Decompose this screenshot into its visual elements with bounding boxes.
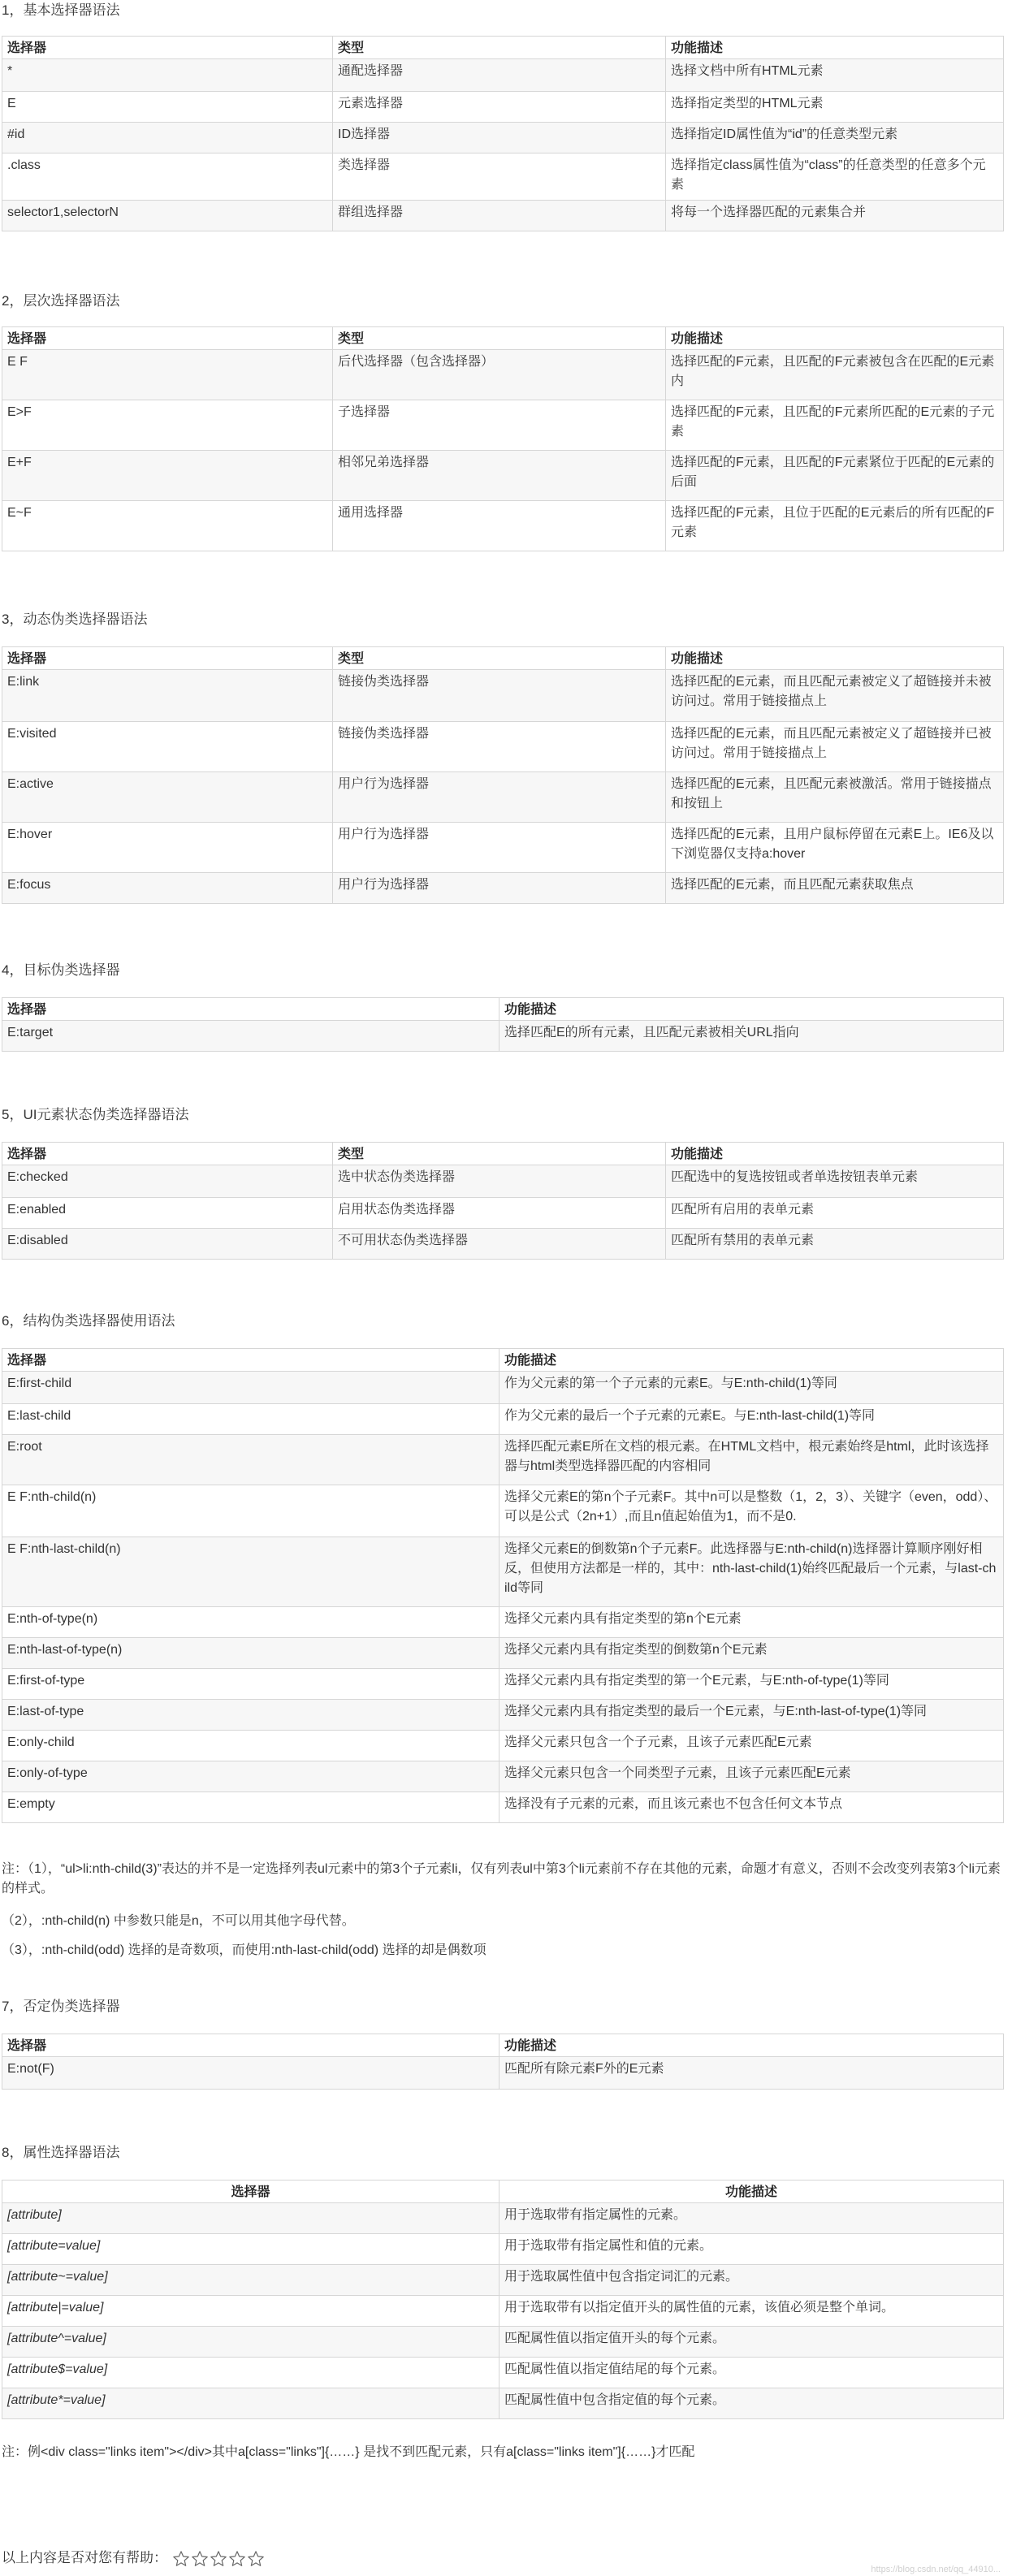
cell-type: 子选择器 bbox=[333, 400, 666, 451]
table-row bbox=[2, 1229, 1004, 1260]
cell-description: 选择父元素内具有指定类型的倒数第n个E元素 bbox=[500, 1638, 1004, 1669]
cell-selector: [attribute|=value] bbox=[2, 2296, 500, 2327]
note-nth-child-1: 注：（1），“ul>li:nth-child(3)”表达的并不是一定选择列表ul元素中的第3个子元素li，仅有列表ul中第3个li元素前不存在其他的元素，命题才有意义，否则不会改变列表第3个li元素的样式。 bbox=[2, 1862, 1001, 1895]
table-target-pseudo-selector bbox=[2, 997, 1004, 1052]
cell-type: 用户行为选择器 bbox=[333, 823, 666, 873]
table-row bbox=[2, 1198, 1004, 1229]
cell-description: 选择匹配的F元素，且匹配的F元素紧位于匹配的E元素的后面 bbox=[666, 451, 1004, 501]
column-header: 选择器 bbox=[2, 647, 333, 670]
cell-selector: * bbox=[2, 59, 333, 92]
cell-selector: E>F bbox=[2, 400, 333, 451]
cell-type: 相邻兄弟选择器 bbox=[333, 451, 666, 501]
cell-selector: E F:nth-child(n) bbox=[2, 1485, 500, 1537]
cell-selector: E:not(F) bbox=[2, 2057, 500, 2090]
cell-selector: E:target bbox=[2, 1021, 500, 1052]
table-row bbox=[2, 2265, 1004, 2296]
cell-description: 匹配所有启用的表单元素 bbox=[666, 1198, 1004, 1229]
cell-selector: [attribute=value] bbox=[2, 2234, 500, 2265]
section-heading-target-pseudo: 4，目标伪类选择器 bbox=[2, 962, 120, 978]
cell-description: 选择没有子元素的元素，而且该元素也不包含任何文本节点 bbox=[500, 1792, 1004, 1823]
cell-selector: E:last-of-type bbox=[2, 1700, 500, 1731]
cell-selector: [attribute*=value] bbox=[2, 2388, 500, 2419]
cell-type: 用户行为选择器 bbox=[333, 772, 666, 823]
column-header: 功能描述 bbox=[500, 998, 1004, 1021]
cell-description: 选择匹配的E元素，而且匹配元素被定义了超链接并已被访问过。常用于链接描点上 bbox=[666, 722, 1004, 772]
cell-description: 匹配属性值中包含指定值的每个元素。 bbox=[500, 2388, 1004, 2419]
cell-selector: E:link bbox=[2, 670, 333, 722]
cell-description: 选择父元素E的第n个子元素F。其中n可以是整数（1，2，3）、关键字（even，odd）、可以是公式（2n+1）,而且n值起始值为1，而不是0. bbox=[500, 1485, 1004, 1537]
note-nth-child-3: （3），:nth-child(odd) 选择的是奇数项，而使用:nth-last-child(odd) 选择的却是偶数项 bbox=[2, 1943, 487, 1957]
cell-description: 作为父元素的最后一个子元素的元素E。与E:nth-last-child(1)等同 bbox=[500, 1404, 1004, 1435]
table-row bbox=[2, 1165, 1004, 1198]
cell-selector: E:first-child bbox=[2, 1372, 500, 1404]
section-heading-dynamic-pseudo: 3，动态伪类选择器语法 bbox=[2, 612, 148, 627]
cell-type: ID选择器 bbox=[333, 123, 666, 153]
cell-selector: [attribute~=value] bbox=[2, 2265, 500, 2296]
table-row bbox=[2, 1761, 1004, 1792]
table-row bbox=[2, 2234, 1004, 2265]
watermark: https://blog.csdn.net/qq_44910... bbox=[871, 2565, 1001, 2574]
cell-description: 选择匹配元素E所在文档的根元素。在HTML文档中，根元素始终是html，此时该选择器与html类型选择器匹配的内容相同 bbox=[500, 1435, 1004, 1485]
table-row bbox=[2, 1372, 1004, 1404]
star-outline-icon[interactable] bbox=[191, 2550, 209, 2568]
table-hierarchy-selectors bbox=[2, 326, 1004, 551]
cell-description: 选择匹配的F元素，且匹配的F元素被包含在匹配的E元素内 bbox=[666, 350, 1004, 400]
table-basic-selectors bbox=[2, 36, 1004, 231]
cell-type: 元素选择器 bbox=[333, 92, 666, 123]
column-header: 类型 bbox=[333, 327, 666, 350]
table-row bbox=[2, 2057, 1004, 2090]
cell-description: 用于选取带有指定属性和值的元素。 bbox=[500, 2234, 1004, 2265]
cell-type: 链接伪类选择器 bbox=[333, 722, 666, 772]
cell-selector: [attribute^=value] bbox=[2, 2327, 500, 2358]
column-header: 功能描述 bbox=[666, 327, 1004, 350]
column-header: 选择器 bbox=[2, 37, 333, 59]
cell-type: 通配选择器 bbox=[333, 59, 666, 92]
cell-selector: E~F bbox=[2, 501, 333, 551]
column-header: 选择器 bbox=[2, 998, 500, 1021]
table-negation-pseudo-selector bbox=[2, 2034, 1004, 2090]
cell-type: 启用状态伪类选择器 bbox=[333, 1198, 666, 1229]
cell-description: 选择匹配E的所有元素，且匹配元素被相关URL指向 bbox=[500, 1021, 1004, 1052]
cell-description: 选择匹配的E元素，而且匹配元素获取焦点 bbox=[666, 873, 1004, 904]
cell-description: 选择指定class属性值为“class”的任意类型的任意多个元素 bbox=[666, 153, 1004, 201]
cell-description: 用于选取属性值中包含指定词汇的元素。 bbox=[500, 2265, 1004, 2296]
rating-stars bbox=[172, 2549, 266, 2569]
table-row bbox=[2, 772, 1004, 823]
table-row bbox=[2, 1435, 1004, 1485]
cell-type: 后代选择器（包含选择器） bbox=[333, 350, 666, 400]
cell-description: 选择匹配的E元素，且匹配元素被激活。常用于链接描点和按钮上 bbox=[666, 772, 1004, 823]
cell-selector: E:root bbox=[2, 1435, 500, 1485]
cell-description: 选择匹配的E元素，且用户鼠标停留在元素E上。IE6及以下浏览器仅支持a:hover bbox=[666, 823, 1004, 873]
cell-type: 通用选择器 bbox=[333, 501, 666, 551]
table-structural-pseudo-selectors bbox=[2, 1348, 1004, 1823]
table-row bbox=[2, 1537, 1004, 1607]
table-row bbox=[2, 823, 1004, 873]
cell-selector: selector1,selectorN bbox=[2, 201, 333, 231]
star-outline-icon[interactable] bbox=[247, 2550, 265, 2568]
column-header: 功能描述 bbox=[500, 1349, 1004, 1372]
helpfulness-rating bbox=[2, 2548, 266, 2569]
cell-type: 类选择器 bbox=[333, 153, 666, 201]
table-row bbox=[2, 1669, 1004, 1700]
cell-selector: E:hover bbox=[2, 823, 333, 873]
table-row bbox=[2, 1404, 1004, 1435]
table-row bbox=[2, 59, 1004, 92]
section-heading-basic: 1，基本选择器语法 bbox=[2, 2, 120, 18]
cell-selector: E:enabled bbox=[2, 1198, 333, 1229]
cell-type: 不可用状态伪类选择器 bbox=[333, 1229, 666, 1260]
table-row bbox=[2, 400, 1004, 451]
table-row bbox=[2, 873, 1004, 904]
cell-selector: E:nth-last-of-type(n) bbox=[2, 1638, 500, 1669]
cell-description: 匹配选中的复选按钮或者单选按钮表单元素 bbox=[666, 1165, 1004, 1198]
cell-description: 选择父元素E的倒数第n个子元素F。此选择器与E:nth-child(n)选择器计算顺序刚好相反，但使用方法都是一样的，其中：nth-last-child(1)始终匹配最后一个元素，与last-child等同 bbox=[500, 1537, 1004, 1607]
table-dynamic-pseudo-selectors bbox=[2, 646, 1004, 904]
table-attribute-selectors bbox=[2, 2180, 1004, 2419]
table-row bbox=[2, 2327, 1004, 2358]
cell-description: 选择匹配的E元素，而且匹配元素被定义了超链接并未被访问过。常用于链接描点上 bbox=[666, 670, 1004, 722]
table-row bbox=[2, 1607, 1004, 1638]
column-header: 类型 bbox=[333, 647, 666, 670]
section-heading-ui-state-pseudo: 5，UI元素状态伪类选择器语法 bbox=[2, 1107, 189, 1122]
table-row bbox=[2, 2296, 1004, 2327]
cell-type: 选中状态伪类选择器 bbox=[333, 1165, 666, 1198]
cell-type: 用户行为选择器 bbox=[333, 873, 666, 904]
cell-selector: E:first-of-type bbox=[2, 1669, 500, 1700]
cell-type: 链接伪类选择器 bbox=[333, 670, 666, 722]
cell-selector: E:empty bbox=[2, 1792, 500, 1823]
table-row bbox=[2, 153, 1004, 201]
column-header: 类型 bbox=[333, 1143, 666, 1165]
cell-description: 选择指定类型的HTML元素 bbox=[666, 92, 1004, 123]
cell-description: 选择文档中所有HTML元素 bbox=[666, 59, 1004, 92]
cell-description: 匹配属性值以指定值开头的每个元素。 bbox=[500, 2327, 1004, 2358]
cell-description: 作为父元素的第一个子元素的元素E。与E:nth-child(1)等同 bbox=[500, 1372, 1004, 1404]
section-heading-attribute-selectors: 8，属性选择器语法 bbox=[2, 2145, 120, 2160]
cell-selector: E:last-child bbox=[2, 1404, 500, 1435]
cell-description: 选择指定ID属性值为“id”的任意类型元素 bbox=[666, 123, 1004, 153]
table-ui-state-pseudo-selectors bbox=[2, 1142, 1004, 1260]
cell-description: 匹配所有禁用的表单元素 bbox=[666, 1229, 1004, 1260]
cell-selector: [attribute$=value] bbox=[2, 2358, 500, 2388]
cell-selector: #id bbox=[2, 123, 333, 153]
cell-description: 选择父元素内具有指定类型的第一个E元素，与E:nth-of-type(1)等同 bbox=[500, 1669, 1004, 1700]
table-row bbox=[2, 123, 1004, 153]
column-header: 选择器 bbox=[2, 1349, 500, 1372]
column-header: 功能描述 bbox=[500, 2181, 1004, 2203]
section-heading-negation-pseudo: 7，否定伪类选择器 bbox=[2, 1999, 120, 2014]
cell-description: 匹配属性值以指定值结尾的每个元素。 bbox=[500, 2358, 1004, 2388]
column-header: 功能描述 bbox=[666, 37, 1004, 59]
cell-selector: E F:nth-last-child(n) bbox=[2, 1537, 500, 1607]
cell-description: 匹配所有除元素F外的E元素 bbox=[500, 2057, 1004, 2090]
cell-description: 选择匹配的F元素，且匹配的F元素所匹配的E元素的子元素 bbox=[666, 400, 1004, 451]
table-row bbox=[2, 501, 1004, 551]
cell-selector: E F bbox=[2, 350, 333, 400]
cell-selector: E:visited bbox=[2, 722, 333, 772]
column-header: 选择器 bbox=[2, 2034, 500, 2057]
cell-selector: E bbox=[2, 92, 333, 123]
star-outline-icon[interactable] bbox=[172, 2550, 190, 2568]
section-heading-hierarchy: 2，层次选择器语法 bbox=[2, 293, 120, 309]
rating-label: 以上内容是否对您有帮助： bbox=[2, 2550, 167, 2565]
table-row bbox=[2, 2388, 1004, 2419]
table-row bbox=[2, 1731, 1004, 1761]
section-heading-structural-pseudo: 6，结构伪类选择器使用语法 bbox=[2, 1313, 175, 1329]
table-row bbox=[2, 201, 1004, 231]
cell-description: 将每一个选择器匹配的元素集合并 bbox=[666, 201, 1004, 231]
table-row bbox=[2, 1792, 1004, 1823]
star-outline-icon[interactable] bbox=[228, 2550, 246, 2568]
cell-description: 选择父元素只包含一个同类型子元素，且该子元素匹配E元素 bbox=[500, 1761, 1004, 1792]
cell-type: 群组选择器 bbox=[333, 201, 666, 231]
cell-selector: E:only-child bbox=[2, 1731, 500, 1761]
table-row bbox=[2, 2358, 1004, 2388]
cell-selector: [attribute] bbox=[2, 2203, 500, 2234]
column-header: 功能描述 bbox=[666, 647, 1004, 670]
column-header: 选择器 bbox=[2, 327, 333, 350]
column-header: 选择器 bbox=[2, 2181, 500, 2203]
table-row bbox=[2, 1485, 1004, 1537]
cell-description: 用于选取带有以指定值开头的属性值的元素，该值必须是整个单词。 bbox=[500, 2296, 1004, 2327]
table-row bbox=[2, 1638, 1004, 1669]
table-row bbox=[2, 1021, 1004, 1052]
cell-selector: E:checked bbox=[2, 1165, 333, 1198]
cell-selector: E:active bbox=[2, 772, 333, 823]
cell-selector: E:only-of-type bbox=[2, 1761, 500, 1792]
column-header: 类型 bbox=[333, 37, 666, 59]
cell-description: 选择父元素只包含一个子元素，且该子元素匹配E元素 bbox=[500, 1731, 1004, 1761]
table-row bbox=[2, 350, 1004, 400]
column-header: 选择器 bbox=[2, 1143, 333, 1165]
column-header: 功能描述 bbox=[500, 2034, 1004, 2057]
column-header: 功能描述 bbox=[666, 1143, 1004, 1165]
cell-description: 选择父元素内具有指定类型的最后一个E元素，与E:nth-last-of-type(1)等同 bbox=[500, 1700, 1004, 1731]
cell-selector: E+F bbox=[2, 451, 333, 501]
table-row bbox=[2, 670, 1004, 722]
cell-selector: E:disabled bbox=[2, 1229, 333, 1260]
cell-selector: E:nth-of-type(n) bbox=[2, 1607, 500, 1638]
cell-selector: E:focus bbox=[2, 873, 333, 904]
table-row bbox=[2, 1700, 1004, 1731]
cell-selector: .class bbox=[2, 153, 333, 201]
table-row bbox=[2, 92, 1004, 123]
table-row bbox=[2, 451, 1004, 501]
note-nth-child-2: （2），:nth-child(n) 中参数只能是n，不可以用其他字母代替。 bbox=[2, 1914, 355, 1928]
cell-description: 选择父元素内具有指定类型的第n个E元素 bbox=[500, 1607, 1004, 1638]
table-row bbox=[2, 722, 1004, 772]
cell-description: 选择匹配的F元素，且位于匹配的E元素后的所有匹配的F元素 bbox=[666, 501, 1004, 551]
cell-description: 用于选取带有指定属性的元素。 bbox=[500, 2203, 1004, 2234]
star-outline-icon[interactable] bbox=[210, 2550, 227, 2568]
table-row bbox=[2, 2203, 1004, 2234]
note-attribute-example: 注：例<div class="links item"></div>其中a[class="links"]{……} 是找不到匹配元素，只有a[class="links item"]{……}才匹配 bbox=[2, 2445, 695, 2459]
